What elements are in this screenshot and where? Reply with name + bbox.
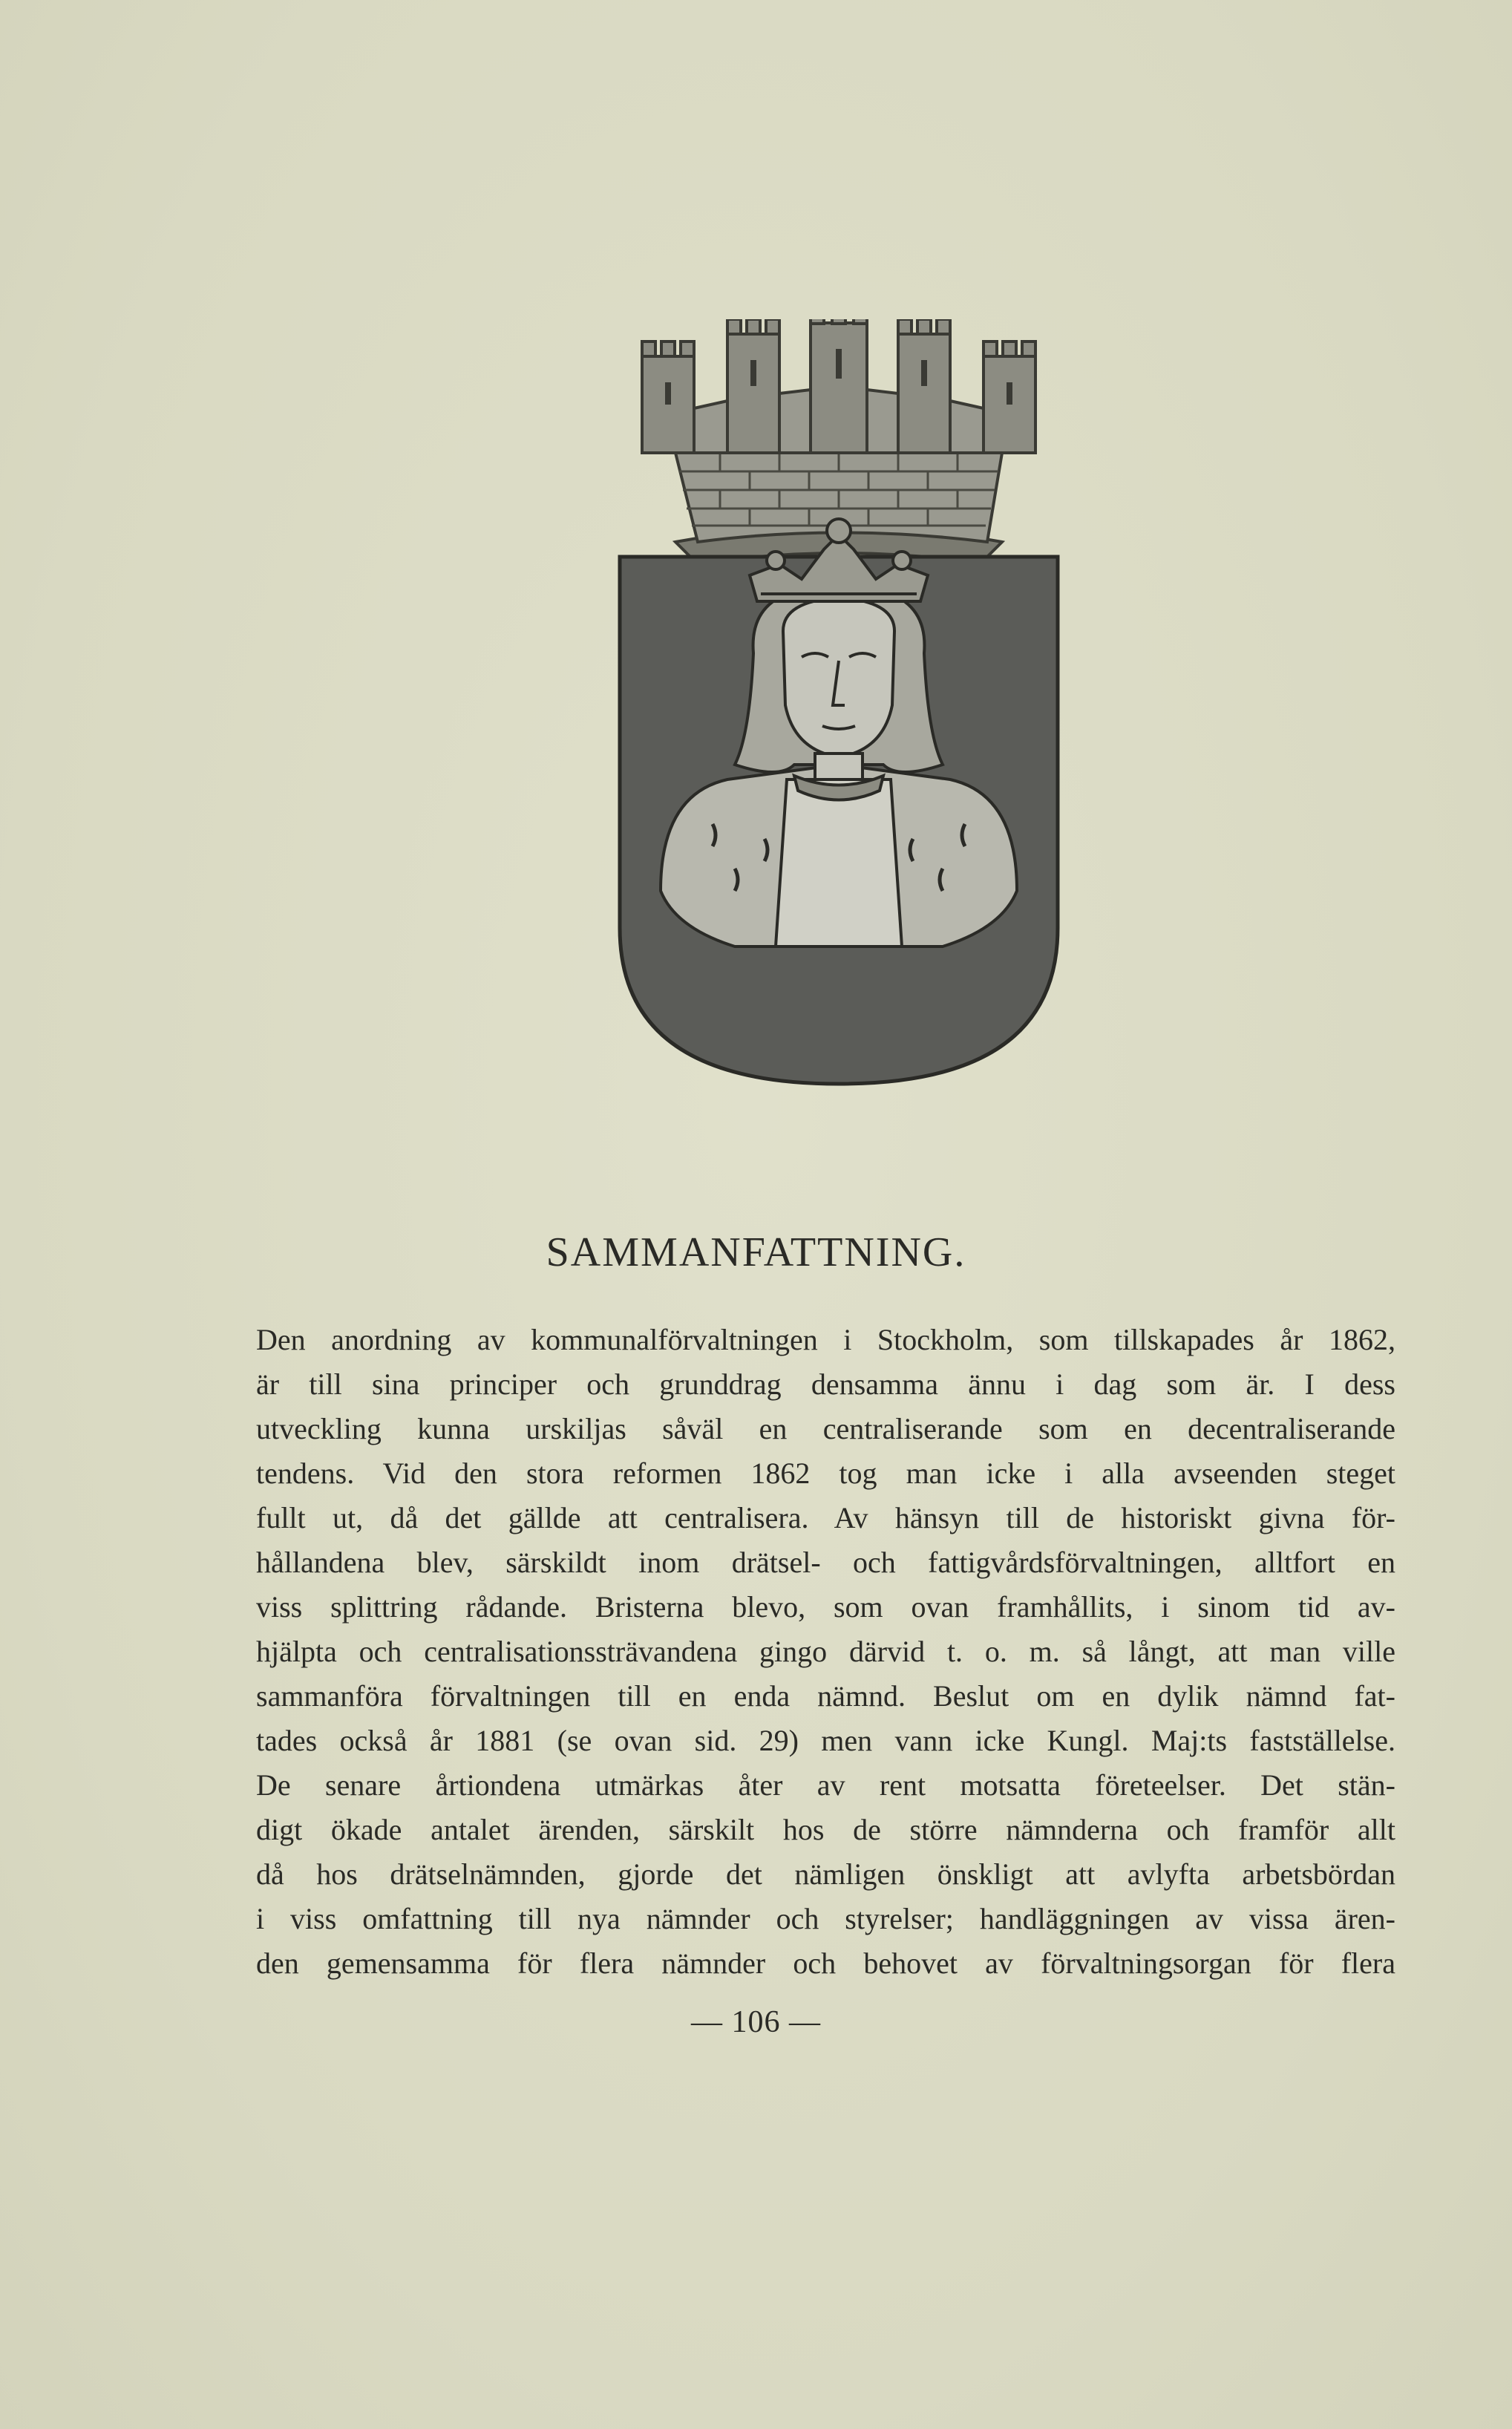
coat-of-arms-emblem — [616, 319, 1061, 1091]
text-line: fullt ut, då det gällde att centralisera. Av hänsyn till de historiskt givna för- — [256, 1501, 1395, 1534]
text-line: sammanföra förvaltningen till en enda nämnd. Beslut om en dylik nämnd fat- — [256, 1679, 1395, 1713]
text-line: den gemensamma för flera nämnder och behovet av förvaltningsorgan för flera — [256, 1946, 1395, 1980]
text-line: är till sina principer och grunddrag densamma ännu i dag som är. I dess — [256, 1367, 1395, 1401]
text-line: tades också år 1881 (se ovan sid. 29) men vann icke Kungl. Maj:ts fastställelse. — [256, 1724, 1395, 1757]
coat-of-arms-illustration — [616, 319, 1061, 1091]
text-line: utveckling kunna urskiljas såväl en centraliserande som en decentraliserande — [256, 1412, 1395, 1445]
text-line: viss splittring rådande. Bristerna blevo, som ovan framhållits, i sinom tid av- — [256, 1590, 1395, 1624]
text-line: då hos drätselnämnden, gjorde det nämligen önskligt att avlyfta arbetsbördan — [256, 1857, 1395, 1891]
text-line: Den anordning av kommunalförvaltningen i Stockholm, som tillskapades år 1862, — [256, 1323, 1395, 1356]
text-line: digt ökade antalet ärenden, särskilt hos de större nämnderna och framför allt — [256, 1813, 1395, 1846]
body-paragraph — [256, 1318, 1395, 1986]
page-number: — 106 — — [691, 2005, 821, 2039]
text-line: hjälpta och centralisationssträvandena gingo därvid t. o. m. så långt, att man ville — [256, 1635, 1395, 1668]
text-line: tendens. Vid den stora reformen 1862 tog man icke i alla avseenden steget — [256, 1457, 1395, 1490]
text-line: hållandena blev, särskildt inom drätsel- och fattigvårdsförvaltningen, alltfort en — [256, 1546, 1395, 1579]
section-heading: SAMMANFATTNING. — [546, 1229, 966, 1275]
text-line: i viss omfattning till nya nämnder och styrelser; handläggningen av vissa ären- — [256, 1902, 1395, 1935]
text-line: De senare årtiondena utmärkas åter av rent motsatta företeelser. Det stän- — [256, 1768, 1395, 1802]
